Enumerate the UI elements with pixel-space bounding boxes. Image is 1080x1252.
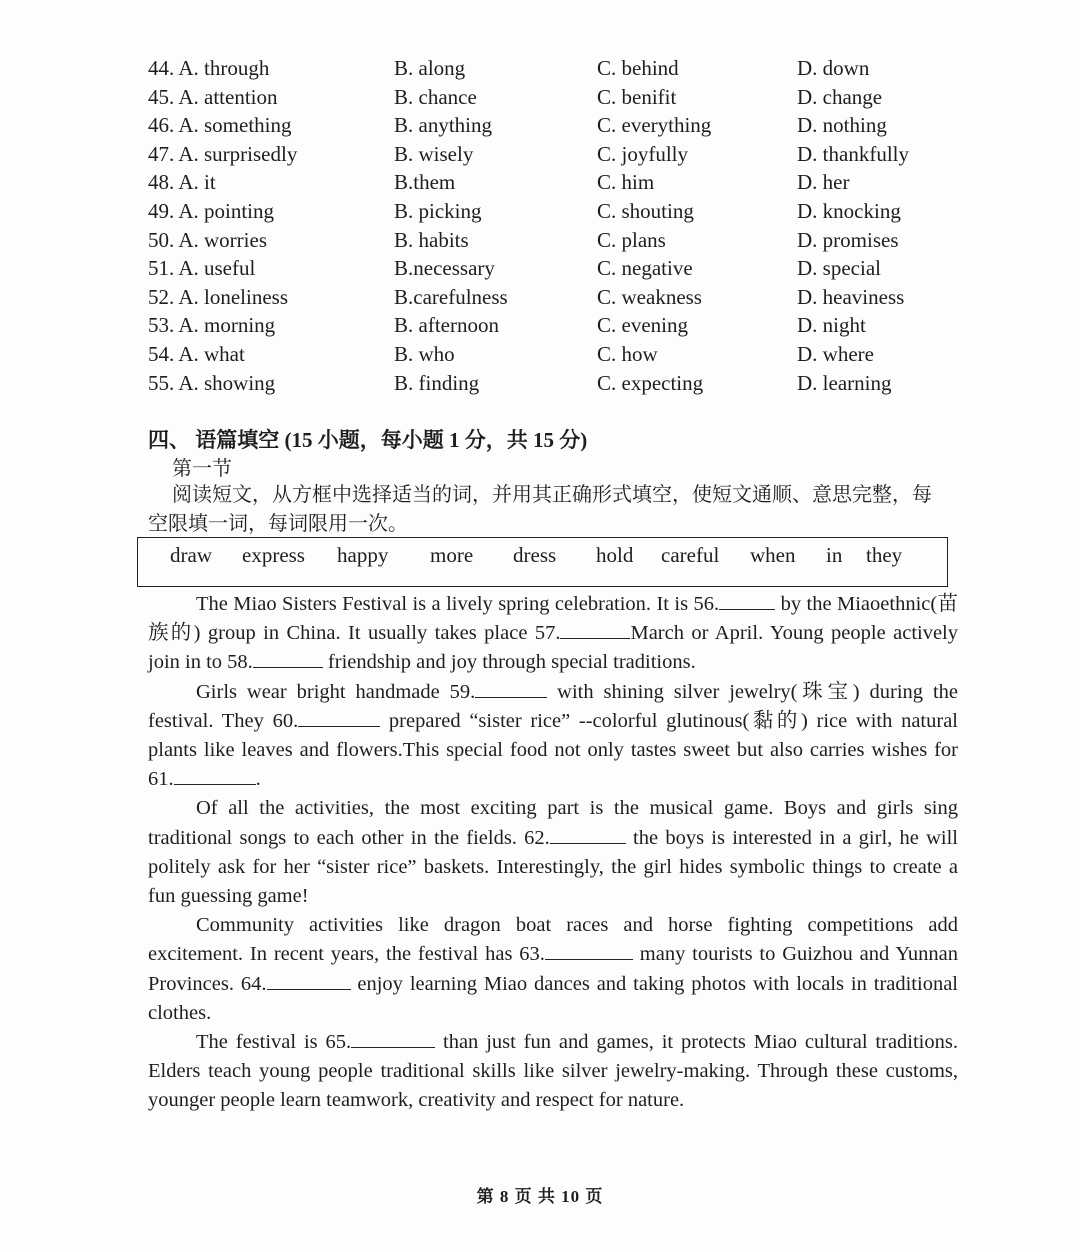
option-b: B. who bbox=[394, 341, 455, 366]
page-number: 第 8 页 共 10 页 bbox=[476, 1187, 604, 1206]
passage-text: the boys is interested in a girl, he will politely ask for her “sister rice” baskets. Interestingly, the girl hides symbolic things to create a fun guessing game! bbox=[148, 826, 958, 908]
passage-paragraph bbox=[148, 590, 958, 678]
passage-paragraph bbox=[148, 794, 958, 911]
blank-60[interactable] bbox=[298, 708, 380, 727]
option-row-52 bbox=[148, 283, 948, 312]
blank-63[interactable] bbox=[545, 941, 633, 960]
instruction bbox=[148, 481, 943, 539]
option-d: D. night bbox=[797, 313, 866, 338]
section-subtitle: 第一节 bbox=[172, 458, 232, 480]
option-d: D. her bbox=[797, 170, 850, 195]
option-b: B. chance bbox=[394, 84, 477, 109]
option-b: B. along bbox=[394, 56, 466, 80]
option-a: 55. A. showing bbox=[148, 370, 276, 395]
word-bank-item: when bbox=[750, 543, 796, 567]
option-b: B. picking bbox=[394, 198, 482, 223]
option-row-55 bbox=[148, 369, 948, 398]
passage-text: by the Miaoethnic(苗族的) group in China. It usually takes place 57. bbox=[148, 593, 958, 645]
option-c: C. negative bbox=[597, 256, 693, 281]
blank-58[interactable] bbox=[253, 649, 323, 668]
passage-text: enjoy learning Miao dances and taking photos with locals in traditional clothes. bbox=[148, 972, 958, 1024]
option-c: C. benifit bbox=[597, 84, 677, 109]
options-table bbox=[148, 54, 948, 397]
section-title: 四、 语篇填空 (15 小题，每小题 1 分，共 15 分) bbox=[148, 428, 588, 452]
word-bank-item: hold bbox=[596, 543, 634, 567]
option-c: C. joyfully bbox=[597, 141, 689, 166]
option-a: 46. A. something bbox=[148, 113, 292, 138]
word-bank-box bbox=[137, 537, 948, 587]
passage-paragraph bbox=[148, 911, 958, 1028]
word-bank-item: happy bbox=[337, 543, 389, 567]
word-bank-item: careful bbox=[661, 543, 720, 567]
passage-text: prepared “sister rice” --colorful glutinous(黏的) rice with natural plants like leaves and flowers.This special food not only tastes sweet but also carries wishes for 61. bbox=[148, 709, 958, 791]
option-a: 50. A. worries bbox=[148, 227, 267, 252]
option-c: C. how bbox=[597, 341, 658, 366]
option-a: 51. A. useful bbox=[148, 256, 256, 281]
option-row-50 bbox=[148, 226, 948, 255]
option-d: D. nothing bbox=[797, 113, 887, 138]
option-d: D. heaviness bbox=[797, 284, 905, 309]
option-b: B. anything bbox=[394, 113, 492, 138]
option-b: B. wisely bbox=[394, 141, 474, 166]
option-d: D. change bbox=[797, 84, 883, 109]
blank-56[interactable] bbox=[719, 591, 775, 610]
option-c: C. behind bbox=[597, 56, 679, 80]
passage-text: many tourists to Guizhou and Yunnan Provinces. 64. bbox=[148, 943, 958, 995]
passage bbox=[148, 590, 958, 1116]
passage-text: with shining silver jewelry(珠宝) during the festival. They 60. bbox=[148, 680, 958, 732]
option-a: 54. A. what bbox=[148, 341, 245, 366]
option-row-46 bbox=[148, 111, 948, 140]
blank-64[interactable] bbox=[267, 971, 351, 990]
passage-paragraph bbox=[148, 678, 958, 795]
passage-text: than just fun and games, it protects Miao cultural traditions. Elders teach young people traditional skills like silver jewelry-making. Through these customs, younger people learn teamwork, creativity and respect for nature. bbox=[148, 1031, 958, 1112]
word-bank-item: express bbox=[242, 543, 305, 567]
passage-text: The festival is 65. bbox=[196, 1031, 352, 1054]
option-row-51 bbox=[148, 254, 948, 283]
option-b: B.necessary bbox=[394, 256, 495, 281]
option-a: 53. A. morning bbox=[148, 313, 276, 338]
passage-text: friendship and joy through special traditions. bbox=[322, 651, 696, 674]
option-b: B. afternoon bbox=[394, 313, 499, 338]
blank-65[interactable] bbox=[351, 1029, 435, 1048]
option-a: 49. A. pointing bbox=[148, 198, 275, 223]
option-c: C. plans bbox=[597, 227, 666, 252]
option-a: 47. A. surprisedly bbox=[148, 141, 298, 166]
passage-paragraph bbox=[148, 1028, 958, 1116]
word-bank-item: more bbox=[430, 543, 474, 567]
option-b: B. habits bbox=[394, 227, 469, 252]
option-a: 48. A. it bbox=[148, 170, 216, 195]
blank-57[interactable] bbox=[560, 620, 630, 639]
passage-text: . bbox=[255, 768, 261, 791]
option-a: 44. A. through bbox=[148, 56, 270, 80]
word-bank-item: draw bbox=[170, 543, 212, 567]
passage-text: March or April. Young people actively join in to 58. bbox=[148, 622, 958, 674]
option-c: C. shouting bbox=[597, 198, 694, 223]
option-d: D. down bbox=[797, 56, 870, 80]
blank-59[interactable] bbox=[475, 679, 547, 698]
option-row-54 bbox=[148, 340, 948, 369]
option-row-49 bbox=[148, 197, 948, 226]
option-b: B.them bbox=[394, 170, 456, 195]
word-bank-item: they bbox=[866, 543, 903, 567]
option-d: D. where bbox=[797, 341, 874, 366]
option-row-53 bbox=[148, 311, 948, 340]
blank-61[interactable] bbox=[174, 766, 256, 785]
instruction-text: 阅读短文，从方框中选择适当的词，并用其正确形式填空，使短文通顺、意思完整，每空限填一词，每词限用一次。 bbox=[148, 484, 932, 535]
option-b: B. finding bbox=[394, 370, 480, 395]
option-c: C. him bbox=[597, 170, 655, 195]
option-c: C. everything bbox=[597, 113, 712, 138]
word-bank-item: in bbox=[826, 543, 843, 567]
word-bank-item: dress bbox=[513, 543, 557, 567]
option-row-47 bbox=[148, 140, 948, 169]
option-d: D. knocking bbox=[797, 198, 901, 223]
option-c: C. expecting bbox=[597, 370, 704, 395]
passage-text: Girls wear bright handmade 59. bbox=[196, 680, 476, 703]
passage-text: Of all the activities, the most exciting part is the musical game. Boys and girls sing traditional songs to each other in the fields. 62. bbox=[148, 797, 958, 849]
option-row-48 bbox=[148, 168, 948, 197]
blank-62[interactable] bbox=[550, 825, 626, 844]
option-c: C. evening bbox=[597, 313, 688, 338]
option-c: C. weakness bbox=[597, 284, 702, 309]
option-row-44 bbox=[148, 54, 948, 83]
option-a: 45. A. attention bbox=[148, 84, 278, 109]
option-a: 52. A. loneliness bbox=[148, 284, 288, 309]
option-row-45 bbox=[148, 83, 948, 112]
passage-text: Community activities like dragon boat races and horse fighting competitions add excitement. In recent years, the festival has 63. bbox=[148, 914, 958, 966]
option-d: D. special bbox=[797, 256, 881, 281]
passage-text: The Miao Sisters Festival is a lively spring celebration. It is 56. bbox=[196, 593, 720, 615]
option-d: D. thankfully bbox=[797, 141, 909, 166]
option-d: D. learning bbox=[797, 370, 892, 395]
option-d: D. promises bbox=[797, 227, 899, 252]
option-b: B.carefulness bbox=[394, 284, 508, 309]
